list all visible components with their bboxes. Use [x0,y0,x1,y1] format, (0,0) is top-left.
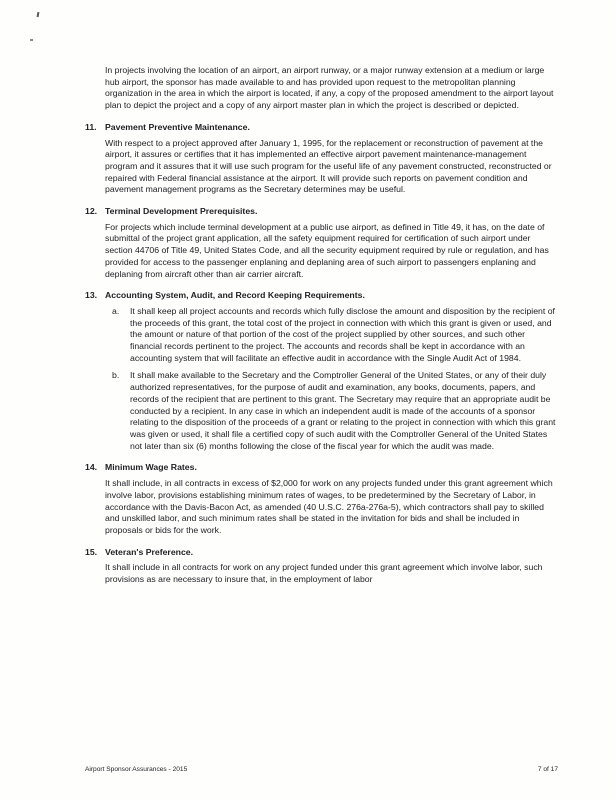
item-paragraph: It shall include in all contracts for work on any project funded under this grant agreement which involve labor, such provisions as are necessary to insure that, in the employment of labor [105,562,543,585]
assurance-item-11 [85,122,558,196]
scan-artifact [37,12,39,17]
subitem-text: It shall keep all project accounts and records which fully disclose the amount and disposition by the recipient of the proceeds of this grant, the total cost of the project in connection with which this grant is given or used, and the amount or nature of that portion of the cost of the project supplied by other sources, and such other financial records pertinent to the project. The accounts and records shall be kept in accordance with an accounting system that will facilitate an effective audit in accordance with the Single Audit Act of 1984. [130,305,555,363]
footer-doc-title: Airport Sponsor Assurances - 2015 [85,766,188,773]
item-heading [85,462,558,474]
item-title: Terminal Development Prerequisites. [105,206,258,217]
intro-paragraph: In projects involving the location of an airport, an airport runway, or a major runway extension at a medium or large hub airport, the sponsor has made available to and has provided upon request to the metropolitan planning organization in the area in which the airport is located, if any, a copy of the proposed amendment to the airport layout plan to depict the project and a copy of any airport master plan in which the project is described or depicted. [105,65,554,111]
item-title: Minimum Wage Rates. [105,462,197,473]
item-number: 15. [85,546,98,557]
assurance-item-14 [85,462,558,536]
item-heading [85,206,558,218]
assurance-item-15 [85,547,558,586]
item-title: Pavement Preventive Maintenance. [105,121,250,132]
item-paragraph: For projects which include terminal development at a public use airport, as defined in Title 49, it has, on the date of submittal of the project grant application, all the safety equipment required for certification of such airport under section 44706 of Title 49, United States Code, and all the security equipment required by rule or regulation, and has provided for access to the passenger enplaning and deplaning area of such airport to passengers enplaning and deplaning from aircraft other than air carrier aircraft. [105,221,549,279]
item-number: 13. [85,290,98,301]
footer-page-number: 7 of 17 [537,766,558,773]
subitem-letter: a. [112,305,120,316]
subitem-letter: b. [112,370,120,381]
assurance-item-13 [85,290,558,452]
item-number: 12. [85,206,98,217]
item-number: 14. [85,462,98,473]
subitem-b [112,370,558,452]
item-title: Veteran's Preference. [105,546,194,557]
item-heading [85,547,558,559]
item-paragraph: It shall include, in all contracts in excess of $2,000 for work on any projects funded under this grant agreement which involve labor, provisions establishing minimum rates of wages, to be predetermined by the Secretary of Labor, in accordance with the Davis-Bacon Act, as amended (40 U.S.C. 276a-276a-5), which contractors shall pay to skilled and unskilled labor, and such minimum rates shall be stated in the invitation for bids and shall be included in proposals or bids for the work. [105,478,553,535]
scan-artifact [30,39,33,41]
document-content [85,65,558,586]
assurance-item-12 [85,206,558,280]
item-paragraph: With respect to a project approved after January 1, 1995, for the replacement or reconstruction of pavement at the airport, it assures or certifies that it has implemented an effective airport pavement maintenance-management program and it assures that it will use such program for the useful life of any pavement constructed, reconstructed or repaired with Federal financial assistance at the airport. It will provide such reports on pavement condition and pavement management programs as the Secretary determines may be useful. [105,137,552,195]
item-heading [85,122,558,134]
item-heading [85,290,558,302]
item-number: 11. [85,121,97,132]
item-title: Accounting System, Audit, and Record Keeping Requirements. [105,290,365,301]
page-footer [85,766,558,773]
subitem-text: It shall make available to the Secretary and the Comptroller General of the United States, or any of their duly authorized representatives, for the purpose of audit and examination, any books, documents, papers, and records of the recipient that are pertinent to this grant. The Secretary may require that an appropriate audit be conducted by a recipient. In any case in which an independent audit is made of the accounts of a sponsor relating to the disposition of the proceeds of a grant or relating to the project in connection with which this grant was given or used, it shall file a certified copy of such audit with the Comptroller General of the United States not later than six (6) months following the close of the fiscal year for which the audit was made. [130,370,556,451]
subitem-a [112,306,558,365]
